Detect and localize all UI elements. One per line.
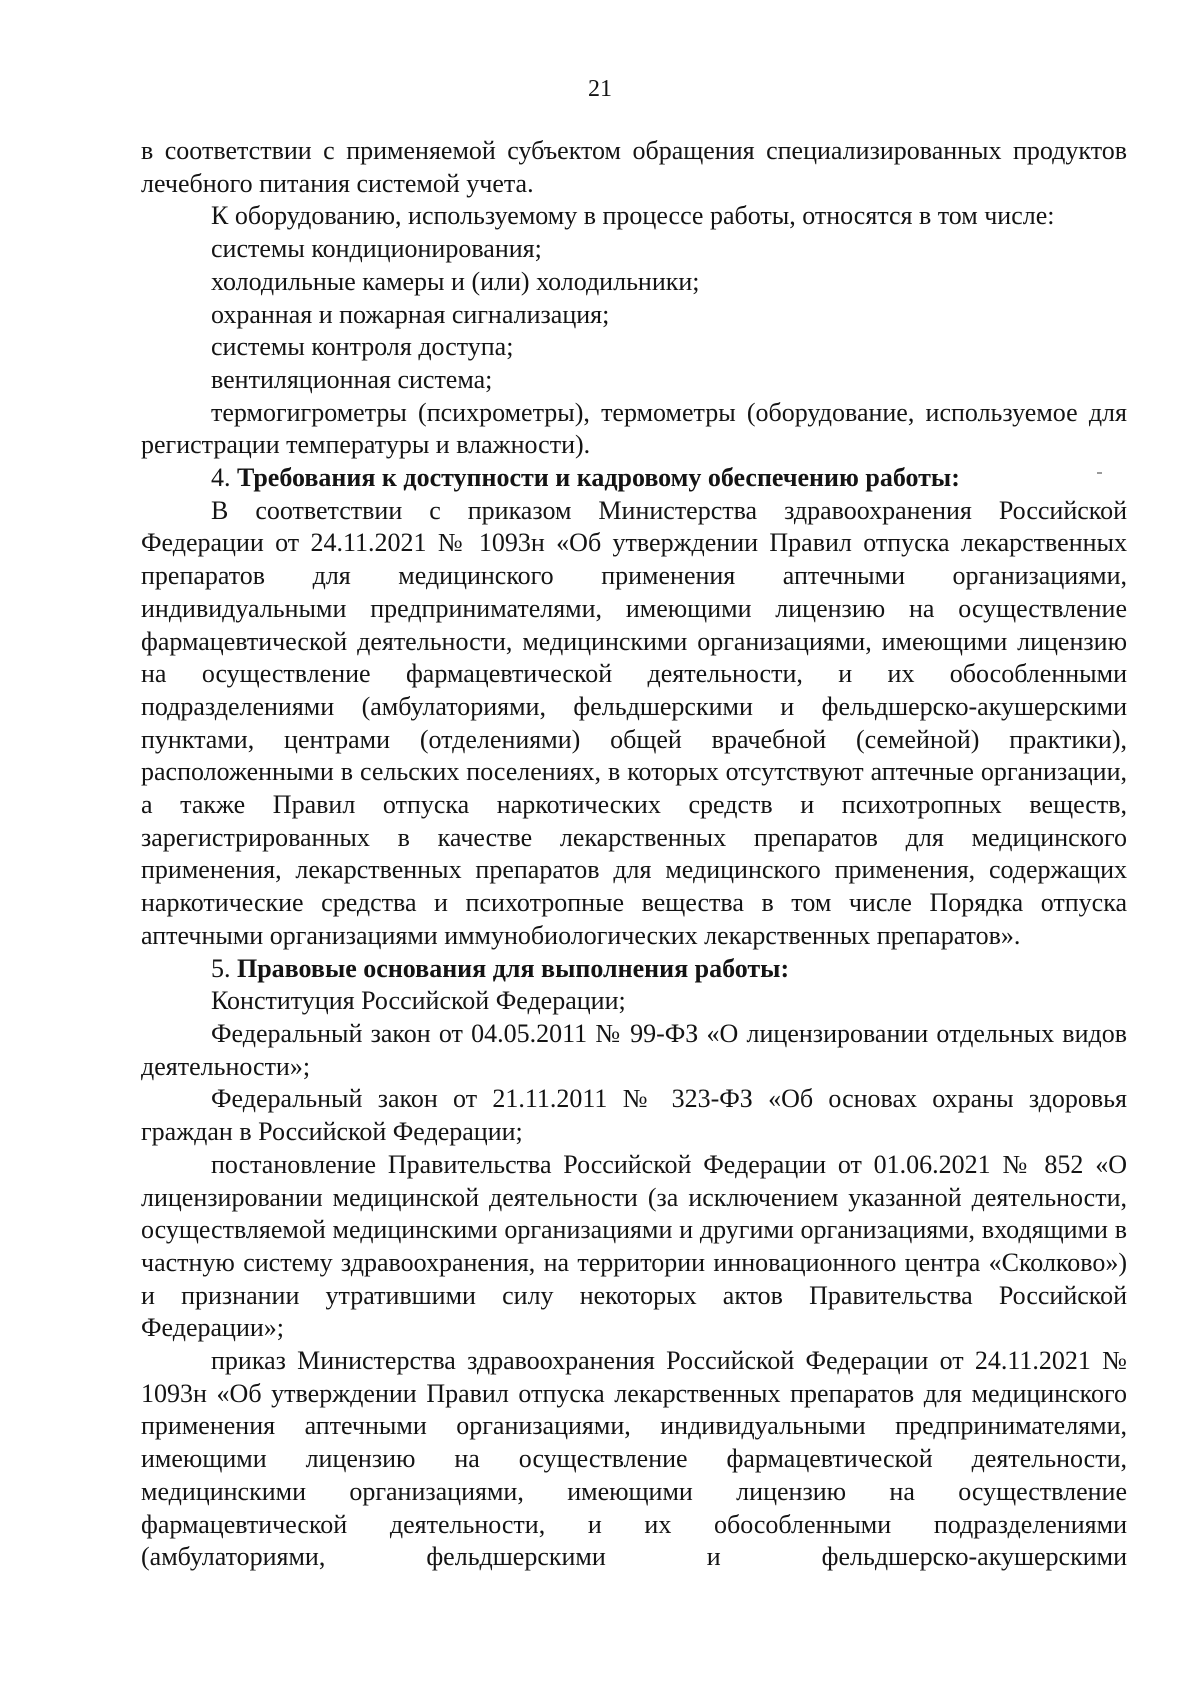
- section-5-heading: [141, 953, 1127, 986]
- document-body: [141, 135, 1127, 1574]
- list-item-alarm: охранная и пожарная сигнализация;: [211, 299, 610, 329]
- section-5-title: Правовые основания для выполнения работы:: [237, 953, 790, 983]
- section-4-heading: [141, 462, 1127, 495]
- legal-basis-law-323fz: Федеральный закон от 21.11.2011 № 323-ФЗ «Об основах охраны здоровья граждан в Российской Федерации;: [141, 1084, 1127, 1147]
- list-item-air-conditioning: системы кондиционирования;: [211, 234, 542, 264]
- paragraph-accounting-system: в соответствии с применяемой субъектом обращения специализированных продуктов лечебного питания системой учета.: [141, 136, 1127, 198]
- section-4-title: Требования к доступности и кадровому обеспечению работы:: [237, 463, 960, 493]
- section-5-number: 5.: [211, 953, 231, 983]
- paragraph-equipment-intro: К оборудованию, используемому в процессе работы, относятся в том числе:: [211, 201, 1055, 231]
- list-item-thermohygrometers: термогигрометры (психрометры), термометры (оборудование, используемое для регистрации температуры и влажности).: [141, 397, 1127, 460]
- list-item-refrigerators: холодильные камеры и (или) холодильники;: [211, 266, 700, 296]
- legal-basis-constitution: Конституция Российской Федерации;: [211, 986, 626, 1016]
- section-4-text: В соответствии с приказом Министерства здравоохранения Российской Федерации от 24.11.2021 № 1093н «Об утверждении Правил отпуска лекарственных препаратов для медицинского применения аптечными организациями, индивидуальными предпринимателями, имеющими лицензию на осуществление фармацевтической деятельности, медицинскими организациями, имеющими лицензию на осуществление фармацевтической деятельности, и их обособленными подразделениями (амбулаториями, фельдшерскими и фельдшерско-акушерскими пунктами, центрами (отделениями) общей врачебной (семейной) практики), расположенными в сельских поселениях, в которых отсутствуют аптечные организации, а также Правил отпуска наркотических средств и психотропных веществ, зарегистрированных в качестве лекарственных препаратов для медицинского применения, лекарственных препаратов для медицинского применения, содержащих наркотические средства и психотропные вещества в том числе Порядка отпуска аптечными организациями иммунобиологических лекарственных препаратов».: [141, 495, 1127, 950]
- page-number: 21: [588, 76, 612, 102]
- legal-basis-law-99fz: Федеральный закон от 04.05.2011 № 99-ФЗ «О лицензировании отдельных видов деятельности»;: [141, 1018, 1127, 1081]
- legal-basis-order-1093n: приказ Министерства здравоохранения Российской Федерации от 24.11.2021 № 1093н «Об утверждении Правил отпуска лекарственных препаратов для медицинского применения аптечными организациями, индивидуальными предпринимателями, имеющими лицензию на осуществление фармацевтической деятельности, медицинскими организациями, имеющими лицензию на осуществление фармацевтической деятельности, и их обособленными подразделениями (амбулаториями, фельдшерскими и фельдшерско-акушерскими: [141, 1346, 1127, 1572]
- list-item-ventilation: вентиляционная система;: [211, 364, 493, 394]
- legal-basis-resolution-852: постановление Правительства Российской Федерации от 01.06.2021 № 852 «О лицензировании медицинской деятельности (за исключением указанной деятельности, осуществляемой медицинскими организациями и другими организациями, входящими в частную систему здравоохранения, на территории инновационного центра «Сколково») и признании утратившими силу некоторых актов Правительства Российской Федерации»;: [141, 1149, 1127, 1343]
- section-4-number: 4.: [211, 463, 231, 493]
- scan-artifact: [1097, 472, 1102, 474]
- list-item-access-control: системы контроля доступа;: [211, 332, 514, 362]
